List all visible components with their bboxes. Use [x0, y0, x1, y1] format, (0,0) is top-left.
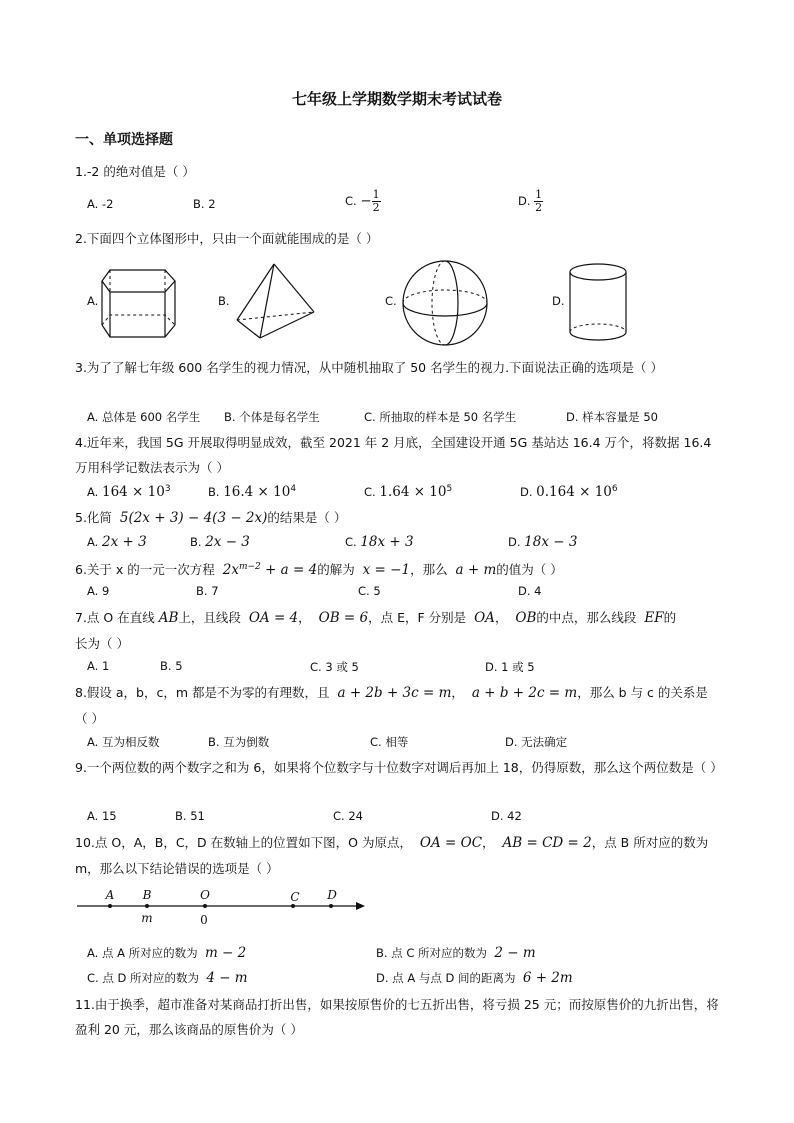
q7-option-a: A. 1 [87, 659, 110, 673]
q5-option-a: A. 2x + 3 [87, 534, 147, 550]
q5-option-d: D. 18x − 3 [508, 534, 578, 550]
q6-option-a: A. 9 [87, 584, 110, 598]
q8-option-c: C. 相等 [370, 735, 409, 749]
q9-option-a: A. 15 [87, 809, 117, 823]
q4-option-c: C. $1.64 \times 10^5$ [364, 484, 453, 500]
q2-option-d: D. [552, 294, 565, 308]
q6-option-c: C. 5 [358, 584, 381, 598]
number-line-figure [75, 885, 370, 930]
q10-option-d: D. 点 A 与点 D 间的距离为 6 + 2m [376, 970, 573, 986]
question-10-stem: 10.点 O，A，B，C，D 在数轴上的位置如下图，O 为原点， OA = OC， AB = CD = 2，点 B 所对应的数为 m，那么以下结论错误的选项是（ ） [75, 835, 709, 876]
q1-option-a: A. -2 [87, 197, 114, 211]
axis-label-o: O [200, 888, 210, 902]
question-11-stem: 11.由于换季，超市准备对某商品打折出售，如果按原售价的七五折出售，将亏损 25 元；而按原售价的九折出售，将盈利 20 元，那么该商品的原售价为（ ） [75, 997, 719, 1037]
q4-option-d: D. $0.164 \times 10^6$ [520, 484, 618, 500]
axis-label-d: D [327, 888, 337, 902]
q10-option-c: C. 点 D 所对应的数为 4 − m [87, 970, 248, 986]
axis-label-b: B [142, 888, 152, 902]
sphere-figure [400, 258, 490, 348]
section-heading: 一、单项选择题 [75, 132, 173, 148]
cylinder-figure [568, 262, 630, 344]
q8-option-a: A. 互为相反数 [87, 735, 160, 749]
axis-label-m: m [141, 911, 153, 925]
q9-option-b: B. 51 [175, 809, 205, 823]
q9-option-d: D. 42 [491, 809, 522, 823]
q4-option-b: B. $16.4 \times 10^4$ [208, 484, 297, 500]
question-8-stem: 8.假设 a，b，c，m 都是不为零的有理数，且 a + 2b + 3c = m， a + b + 2c = m，那么 b 与 c 的关系是（ ） [75, 685, 708, 726]
q3-option-d: D. 样本容量是 50 [566, 410, 658, 424]
question-5-stem: 5.化简 5(2x + 3) − 4(3 − 2x)的结果是（ ） [75, 510, 347, 526]
q3-option-b: B. 个体是每名学生 [224, 410, 320, 424]
axis-label-a: A [105, 888, 115, 902]
q9-option-c: C. 24 [333, 809, 363, 823]
triangular-pyramid-figure [232, 262, 317, 342]
question-7-stem: 7.点 O 在直线 AB上，且线段 OA = 4， OB = 6，点 E，F 分别是 OA， OB的中点，那么线段 EF的 长为（ ） [75, 610, 677, 651]
q5-option-b: B. 2x − 3 [190, 534, 250, 550]
axis-label-zero: 0 [200, 913, 208, 927]
q2-option-a: A. [87, 294, 99, 308]
question-3-stem: 3.为了了解七年级 600 名学生的视力情况，从中随机抽取了 50 名学生的视力.下面说法正确的选项是（ ） [75, 360, 664, 375]
q1-option-b: B. 2 [193, 197, 216, 211]
q6-option-b: B. 7 [196, 584, 219, 598]
q3-option-a: A. 总体是 600 名学生 [87, 410, 201, 424]
q1-option-d: D. $\frac{1}{2}$ [518, 188, 543, 214]
q5-option-c: C. 18x + 3 [345, 534, 414, 550]
q6-option-d: D. 4 [518, 584, 542, 598]
q2-option-c: C. [385, 294, 397, 308]
q7-option-d: D. 1 或 5 [485, 660, 535, 674]
question-4-stem: 4.近年来，我国 5G 开展取得明显成效，截至 2021 年 2 月底，全国建设开通 5G 基站达 16.4 万个，将数据 16.4 万用科学记数法表示为（ ） [75, 435, 712, 475]
q2-option-b: B. [218, 294, 230, 308]
q7-option-c: C. 3 或 5 [310, 660, 359, 674]
q8-option-b: B. 互为倒数 [208, 735, 270, 749]
q5-expression: 5(2x + 3) − 4(3 − 2x) [119, 510, 268, 526]
q1-option-c: C. − $\frac{1}{2}$ [345, 188, 380, 214]
page-title: 七年级上学期数学期末考试试卷 [291, 90, 502, 108]
q8-option-d: D. 无法确定 [505, 735, 568, 749]
question-2-stem: 2.下面四个立体图形中，只由一个面就能围成的是（ ） [75, 231, 379, 246]
axis-label-c: C [290, 890, 300, 904]
question-9-stem: 9.一个两位数的两个数字之和为 6，如果将个位数字与十位数字对调后再加上 18，仍得原数，那么这个两位数是（ ） [75, 760, 723, 775]
q10-option-a: A. 点 A 所对应的数为 m − 2 [87, 945, 247, 961]
question-6-stem: 6.关于 x 的一元一次方程 $2x^{m-2} + a = 4$的解为 x = −1，那么 a + m的值为（ ） [75, 562, 563, 579]
q7-option-b: B. 5 [160, 659, 183, 673]
q3-option-c: C. 所抽取的样本是 50 名学生 [364, 410, 517, 424]
question-1-stem: 1.-2 的绝对值是（ ） [75, 164, 195, 179]
hexagonal-prism-figure [100, 265, 180, 345]
q10-option-b: B. 点 C 所对应的数为 2 − m [376, 945, 536, 961]
q4-option-a: A. $164 \times 10^3$ [87, 484, 171, 500]
